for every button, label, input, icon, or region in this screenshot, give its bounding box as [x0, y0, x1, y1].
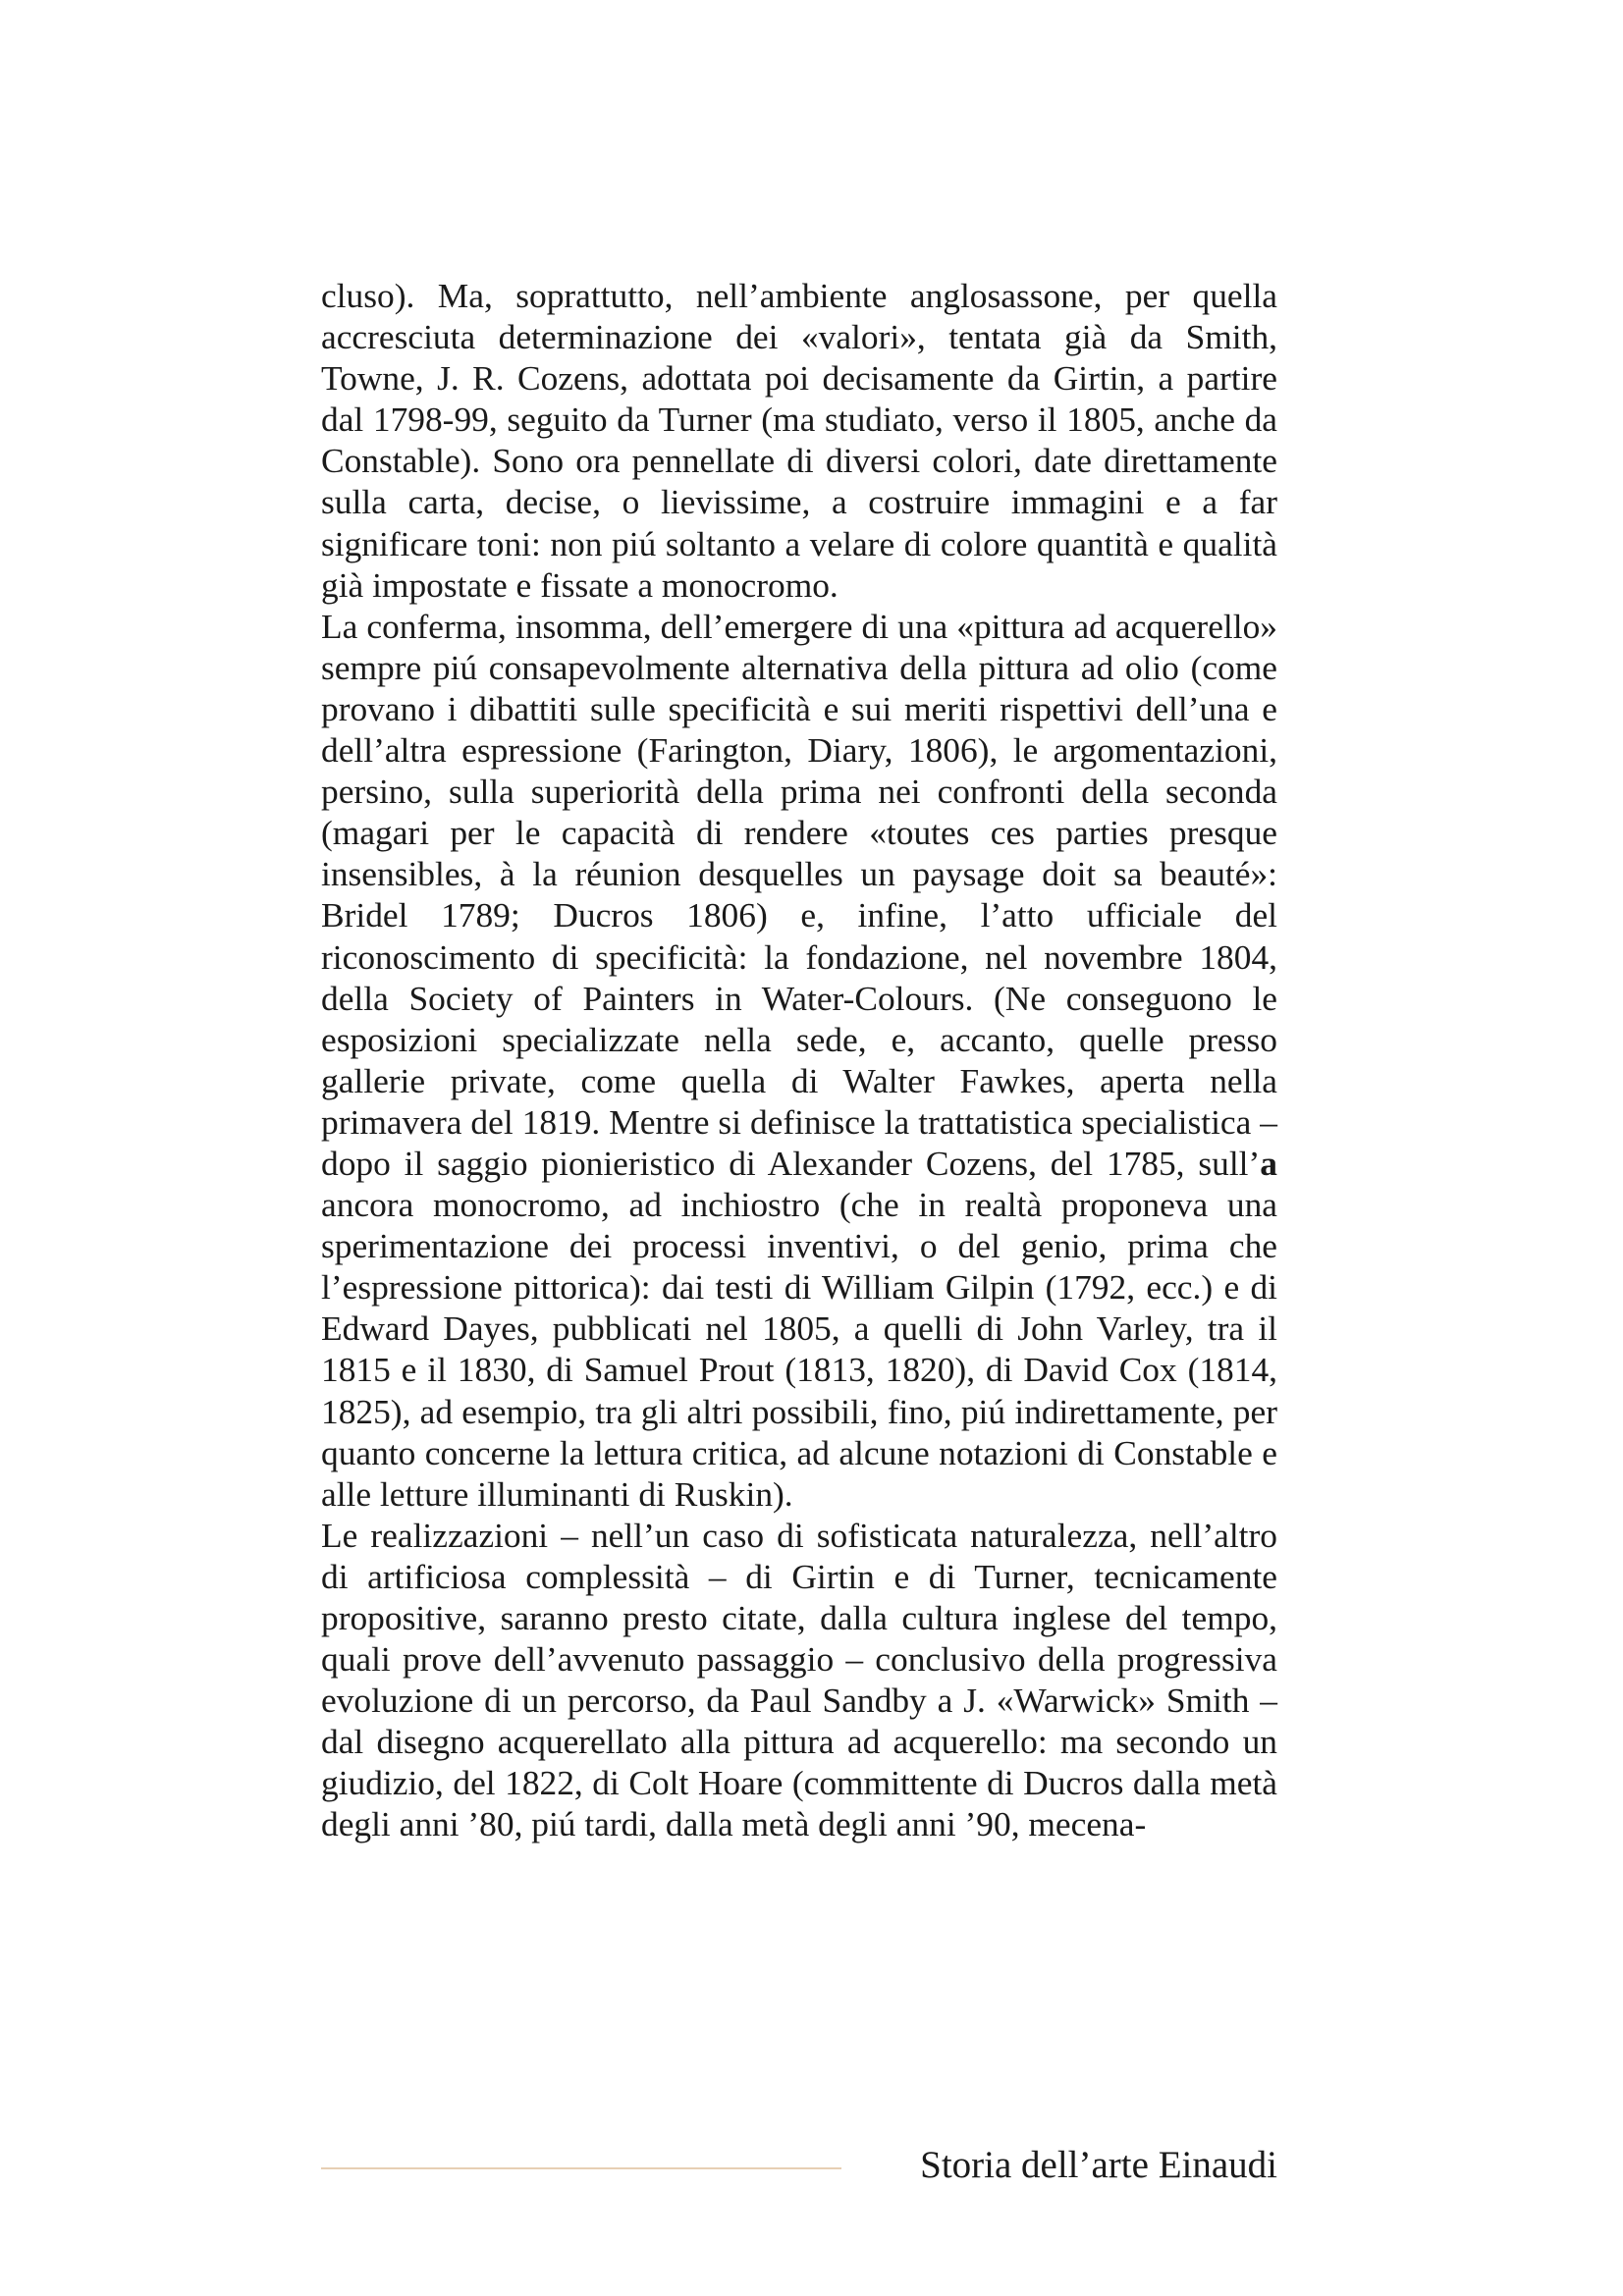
footer-title: Storia dell’arte Einaudi [920, 2144, 1277, 2186]
paragraph-1 [321, 275, 1277, 606]
paragraph-3 [321, 1515, 1277, 1845]
paragraph-3-text: Le realizzazioni – nell’un caso di sofisticata naturalezza, nell’altro di artificiosa complessità – di Girtin e di Turner, tecnicamente propositive, saranno presto citate, dalla cultura inglese del tempo, quali prove dell’avvenuto passaggio – conclusivo della progressiva evoluzione di un percorso, da Paul Sandby a J. «Warwick» Smith – dal disegno acquerellato alla pittura ad acquerello: ma secondo un giudizio, del 1822, di Colt Hoare (committente di Ducros dalla metà degli anni ’80, piú tardi, dalla metà degli anni ’90, mecena- [321, 1515, 1277, 1844]
paragraph-1-text: cluso). Ma, soprattutto, nell’ambiente anglosassone, per quella accresciuta determinazione dei «valori», tentata già da Smith, Towne, J. R. Cozens, adottata poi decisamente da Girtin, a partire dal 1798-99, seguito da Turner (ma studiato, verso il 1805, anche da Constable). Sono ora pennellate di diversi colori, date direttamente sulla carta, decise, o lievissime, a costruire immagini e a far significare toni: non piú soltanto a velare di colore quantità e qualità già impostate e fissate a monocromo. [321, 276, 1277, 605]
footer-rule [321, 2167, 841, 2169]
paragraph-2-bold-term: a [1260, 1143, 1277, 1183]
paragraph-2 [321, 606, 1277, 1515]
paragraph-2-text-end: ancora monocromo, ad inchiostro (che in realtà proponeva una sperimentazione dei processi inventivi, o del genio, prima che l’espressione pittorica): dai testi di William Gilpin (1792, ecc.) e di Edward Dayes, pubblicati nel 1805, a quelli di John Varley, tra il 1815 e il 1830, di Samuel Prout (1813, 1820), di David Cox (1814, 1825), ad esempio, tra gli altri possibili, fino, piú indirettamente, per quanto concerne la lettura critica, ad alcune notazioni di Constable e alle letture illuminanti di Ruskin). [321, 1185, 1277, 1514]
body-text [321, 275, 1277, 1845]
paragraph-2-text-start: La conferma, insomma, dell’emergere di una «pittura ad acquerello» sempre piú consapevolmente alternativa della pittura ad olio (come provano i dibattiti sulle specificità e sui meriti rispettivi dell’una e dell’altra espressione (Farington, Diary, 1806), le argomentazioni, persino, sulla superiorità della prima nei confronti della seconda (magari per le capacità di rendere «toutes ces parties presque insensibles, à la réunion desquelles un paysage doit sa beauté»: Bridel 1789; Ducros 1806) e, infine, l’atto ufficiale del riconoscimento di specificità: la fondazione, nel novembre 1804, della Society of Painters in Water-Colours. (Ne conseguono le esposizioni specializzate nella sede, e, accanto, quelle presso gallerie private, come quella di Walter Fawkes, aperta nella primavera del 1819. Mentre si definisce la trattatistica specialistica – dopo il saggio pionieristico di Alexander Cozens, del 1785, sull’ [321, 606, 1277, 1183]
